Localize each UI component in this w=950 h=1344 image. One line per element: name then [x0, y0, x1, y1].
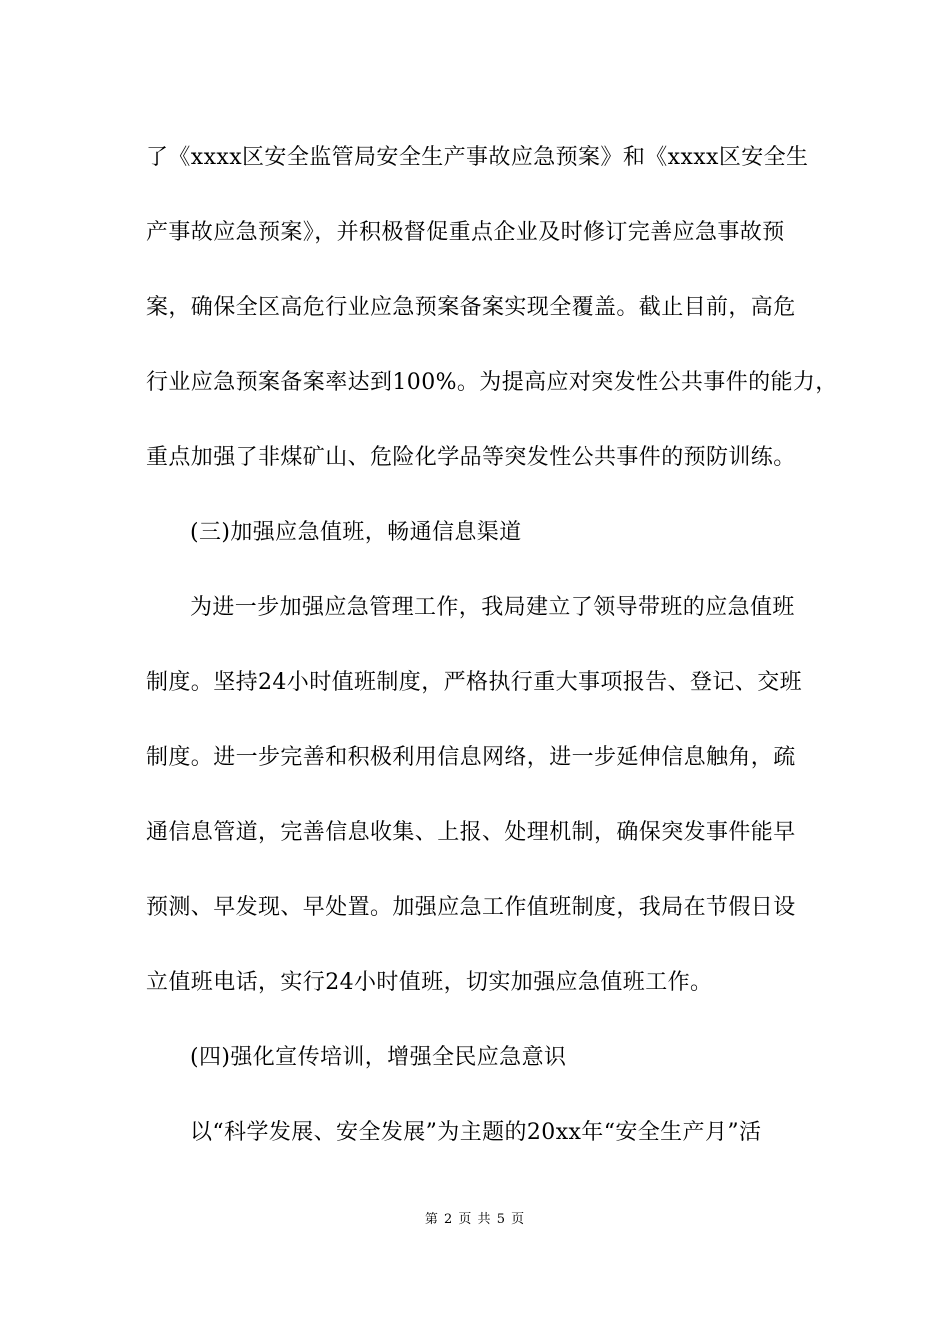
paragraph-line: 为进一步加强应急管理工作，我局建立了领导带班的应急值班 — [190, 595, 795, 620]
paragraph-line: 行业应急预案备案率达到100%。为提高应对突发性公共事件的能力， — [146, 370, 838, 395]
paragraph-line: 预测、早发现、早处置。加强应急工作值班制度，我局在节假日设 — [146, 895, 796, 920]
section-heading-4: (四)强化宣传培训，增强全民应急意识 — [190, 1045, 567, 1070]
paragraph-line: 制度。进一步完善和积极利用信息网络，进一步延伸信息触角，疏 — [146, 745, 796, 770]
paragraph-line: 重点加强了非煤矿山、危险化学品等突发性公共事件的预防训练。 — [146, 445, 796, 470]
paragraph-line: 通信息管道，完善信息收集、上报、处理机制，确保突发事件能早 — [146, 820, 796, 845]
page-number-footer: 第 2 页 共 5 页 — [424, 1212, 526, 1227]
paragraph-line: 以“科学发展、安全发展”为主题的20xx年“安全生产月”活 — [190, 1120, 762, 1145]
paragraph-line: 产事故应急预案》，并积极督促重点企业及时修订完善应急事故预 — [146, 220, 785, 245]
paragraph-line: 立值班电话，实行24小时值班，切实加强应急值班工作。 — [146, 970, 713, 995]
document-body — [146, 136, 838, 1186]
paragraph-line: 制度。坚持24小时值班制度，严格执行重大事项报告、登记、交班 — [146, 670, 802, 695]
paragraph-line: 了《xxxx区安全监管局安全生产事故应急预案》和《xxxx区安全生 — [146, 145, 809, 170]
section-heading-3: (三)加强应急值班，畅通信息渠道 — [190, 520, 522, 545]
paragraph-line: 案，确保全区高危行业应急预案备案实现全覆盖。截止目前，高危 — [146, 295, 796, 320]
